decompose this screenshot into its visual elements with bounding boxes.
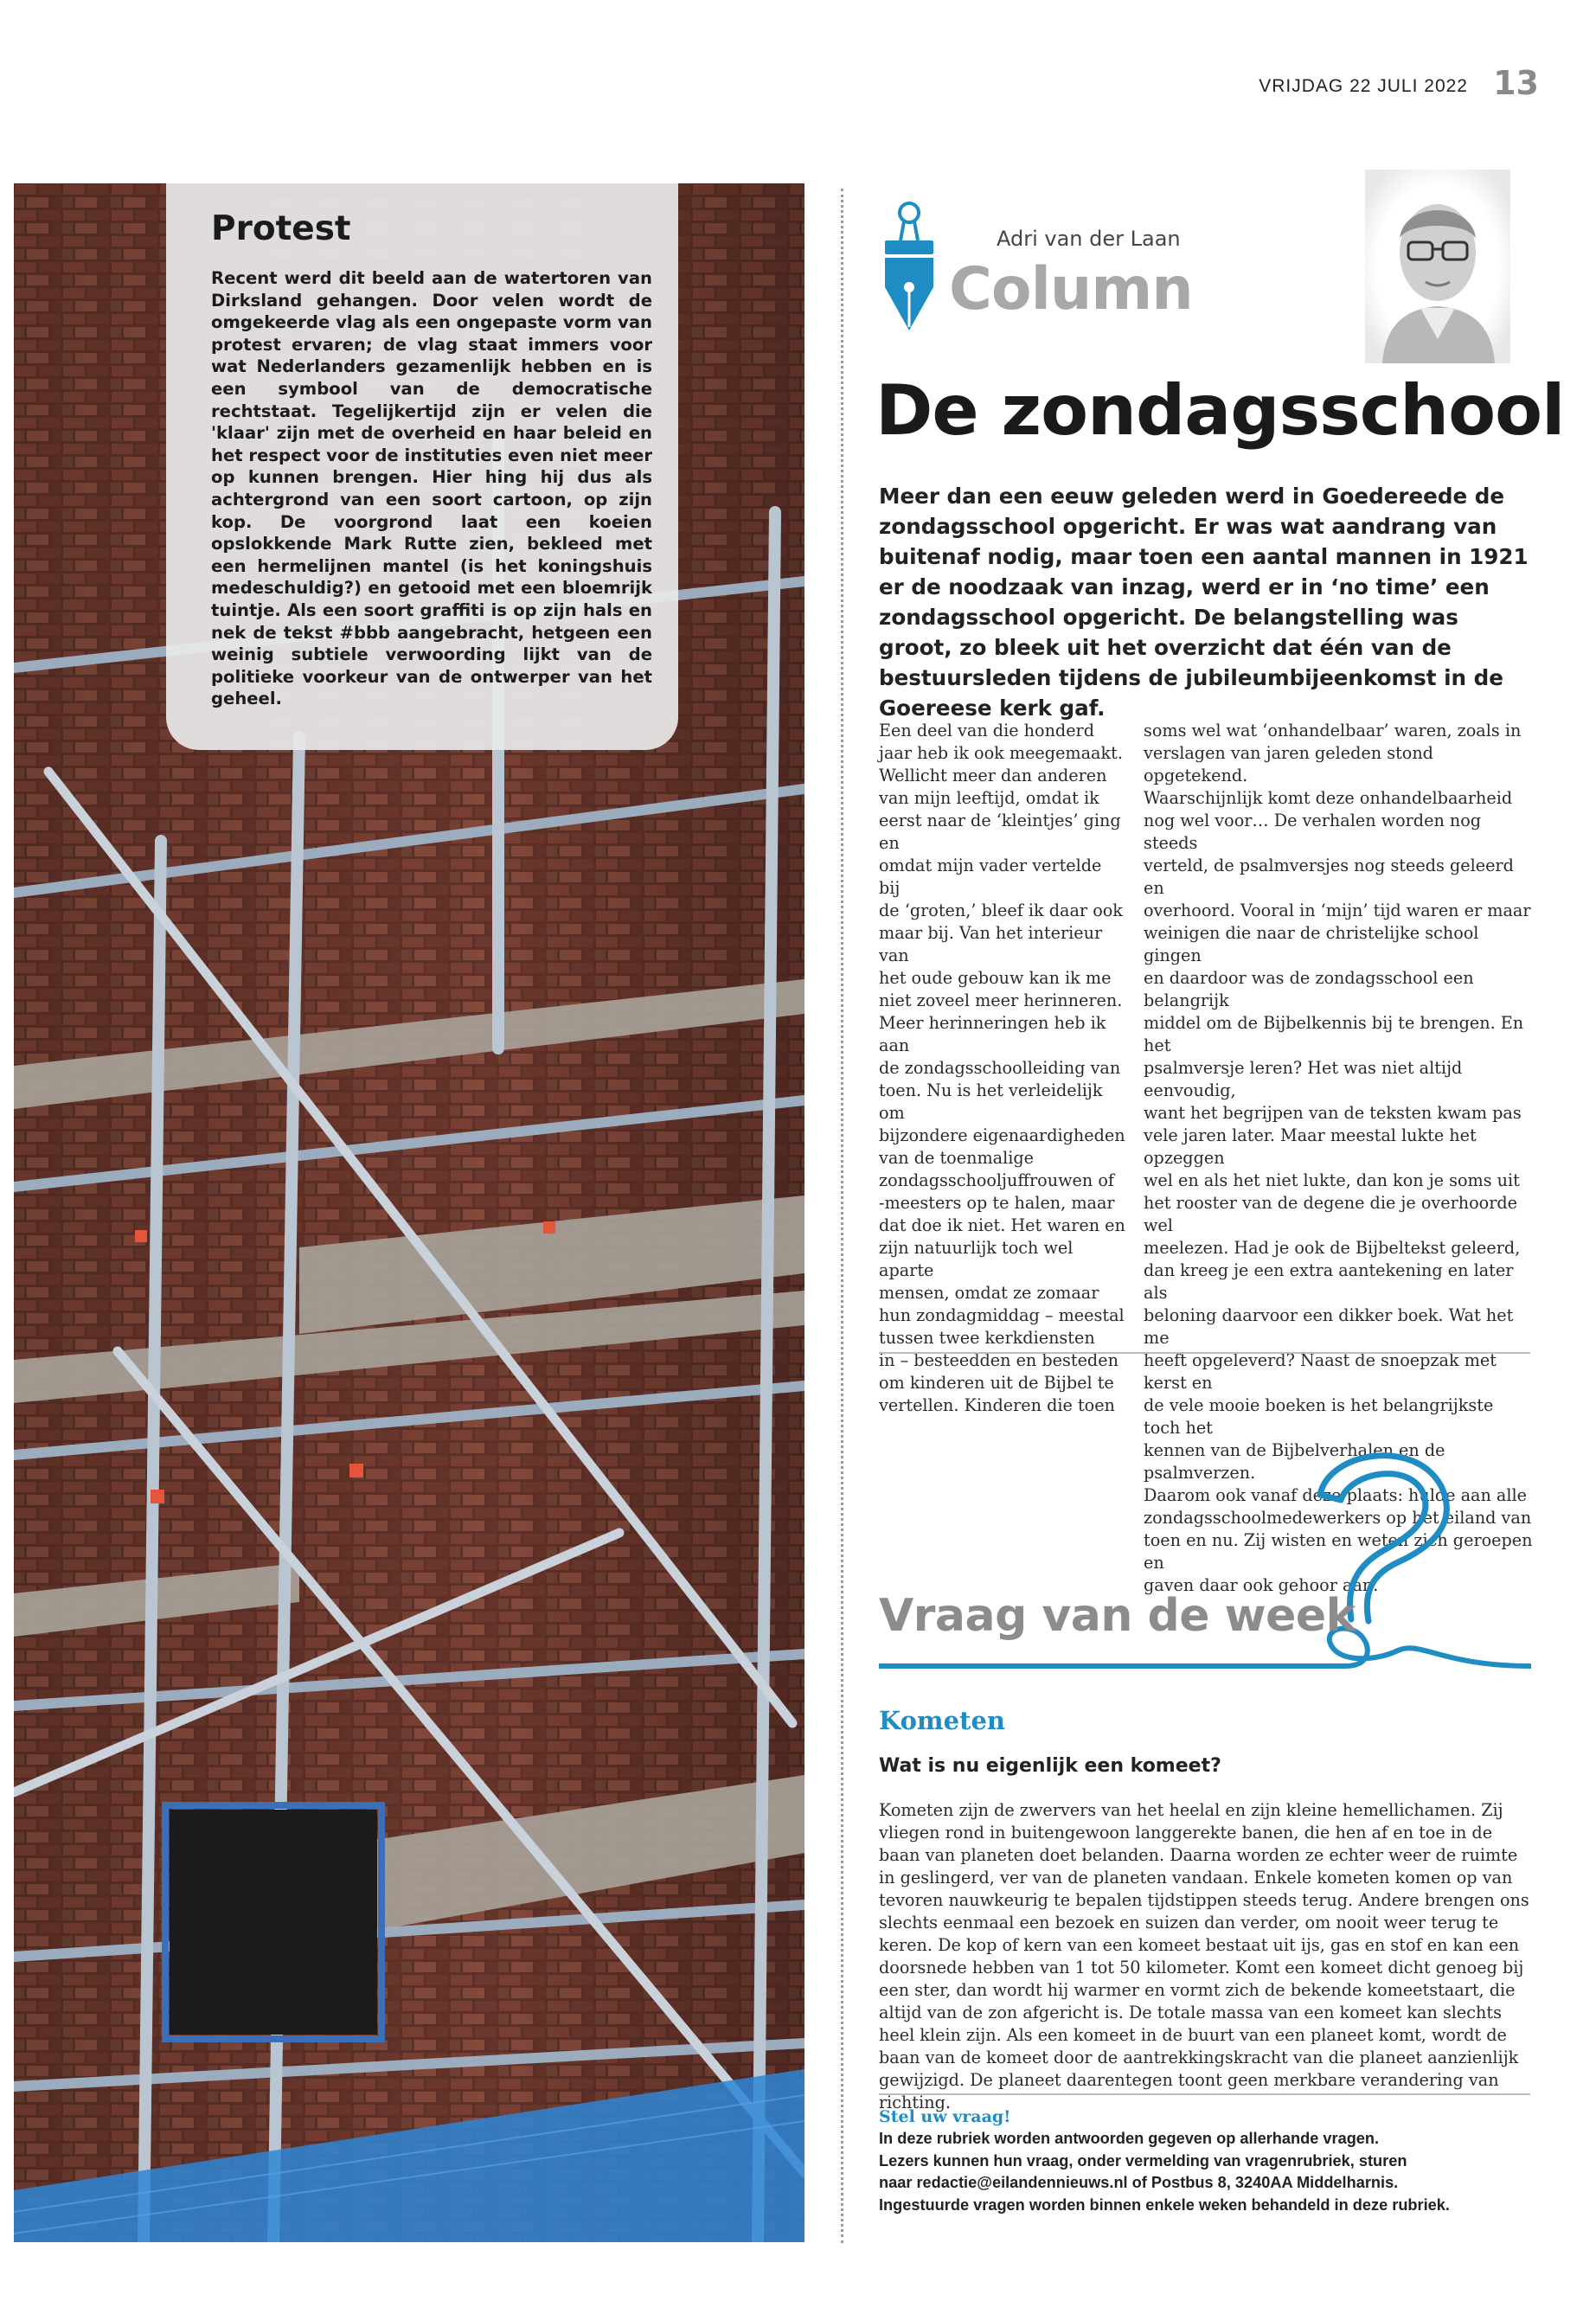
caption-title: Protest	[211, 209, 351, 248]
ask-title: Stel uw vraag!	[879, 2107, 1011, 2126]
section-title-vraag: Vraag van de week	[879, 1590, 1356, 1642]
article-lead: Meer dan een eeuw geleden werd in Goedereede de zondagsschool opgericht. Er was wat aandrang van buitenaf nodig, maar toen een aantal mannen in 1921 er de noodzaak van inzag, werd er in ‘no time’ een zondagsschool opgericht. De belangstelling was groot, zo bleek uit het overzicht dat één van de bestuursleden tijdens de jubileumbijeenkomst in de Goereese kerk gaf.	[879, 484, 1529, 721]
issue-date: VRIJDAG 22 JULI 2022	[1259, 76, 1468, 96]
fountain-pen-icon	[878, 201, 940, 337]
page-number: 13	[1493, 64, 1539, 102]
column-label: Column	[949, 255, 1193, 324]
ask-text: In deze rubriek worden antwoorden gegeven op allerhande vragen. Lezers kunnen hun vraag, onder vermelding van vragenrubriek, sturen naar redactie@eilandennieuws.nl of Postbus 8, 3240AA Middelharnis. Ingestuurde vragen worden binnen enkele weken behandeld in deze rubriek.	[879, 2130, 1450, 2214]
section-divider	[879, 1352, 1530, 1354]
photo-caption-box	[166, 183, 678, 750]
caption-text: Recent werd dit beeld aan de watertoren van Dirksland gehangen. Door velen wordt de omgekeerde vlag als een ongepaste vorm van protest ervaren; de vlag staat immers voor wat Nederlanders gezamenlijk hebben en is een symbool van de democratische rechtstaat. Tegelijkertijd zijn er velen die 'klaar' zijn met de overheid en haar beleid en het respect voor de instituties even niet meer op kunnen brengen. Hier hing hij dus als achtergrond van een soort cartoon, op zijn kop. De voorgrond laat een koeien opslokkende Mark Rutte zien, bekleed met een hermelijnen mantel (is het koningshuis medeschuldig?) en getooid met een bloemrijk tuintje. Als een soort graffiti is op zijn hals en nek de tekst #bbb aangebracht, hetgeen een weinig subtiele verwoording lijkt van de politieke voorkeur van de ontwerper van het geheel.	[211, 268, 652, 709]
article-headline: De zondagsschool	[875, 370, 1565, 451]
column-divider	[841, 189, 843, 2243]
ask-divider	[879, 2093, 1530, 2095]
question-text: Wat is nu eigenlijk een komeet?	[879, 1755, 1221, 1777]
author-portrait	[1365, 170, 1510, 363]
column-author: Adri van der Laan	[997, 227, 1181, 251]
article-body-column-2: soms wel wat ‘onhandelbaar’ waren, zoals in verslagen van jaren geleden stond opgetekend. Waarschijnlijk komt deze onhandelbaarheid nog wel voor… De verhalen worden nog steeds verteld, de psalmversjes nog steeds geleerd en overhoord. Vooral in ‘mijn’ tijd waren er maar weinigen die naar de christelijke school gingen en daardoor was de zondagsschool een belangrijk middel om de Bijbelkennis bij te brengen. En het psalmversje leren? Het was niet altijd eenvoudig, want het begrijpen van de teksten kwam pas vele jaren later. Maar meestal lukte het opzeggen wel en als het niet lukte, dan kon je soms uit het rooster van de degene die je overhoorde wel meelezen. Had je ook de Bijbeltekst geleerd, dan kreeg je een extra aantekening en later als beloning daarvoor een dikker boek. Wat het me heeft opgeleverd? Naast de snoepzak met kerst en de vele mooie boeken is het belangrijkste toch het kennen van de Bijbelverhalen en de psalmverzen. Daarom ook vanaf deze plaats: hulde aan alle zondagsschoolmedewerkers op het eiland van toen en nu. Zij wisten en weten zich geroepen en gaven daar ook gehoor aan.	[1144, 721, 1533, 1595]
question-topic: Kometen	[879, 1706, 1005, 1735]
article-body-column-1: Een deel van die honderd jaar heb ik ook meegemaakt. Wellicht meer dan anderen van mijn leeftijd, omdat ik eerst naar de ‘kleintjes’ ging en omdat mijn vader vertelde bij de ‘groten,’ bleef ik daar ook maar bij. Van het interieur van het oude gebouw kan ik me niet zoveel meer herinneren. Meer herinneringen heb ik aan de zondagsschoolleiding van toen. Nu is het verleidelijk om bijzondere eigenaardigheden van de toenmalige zondagsschooljuffrouwen of -meesters op te halen, maar dat doe ik niet. Het waren en zijn natuurlijk toch wel aparte mensen, omdat ze zomaar hun zondagmiddag – meestal tussen twee kerkdiensten in – besteedden en besteden om kinderen uit de Bijbel te vertellen. Kinderen die toen	[879, 721, 1125, 1415]
answer-text: Kometen zijn de zwervers van het heelal en zijn kleine hemellichamen. Zij vliegen rond in buitengewoon langgerekte banen, die hen af en toe in de baan van planeten doet belanden. Daarna worden ze echter weer de ruimte in geslingerd, ver van de planeten vandaan. Enkele kometen komen op van tevoren nauwkeurig te bepalen tijdstippen steeds terug. Andere brengen ons slechts eenmaal een bezoek en suizen dan verder, om nooit weer terug te keren. De kop of kern van een komeet bestaat uit ijs, gas en stof en kan een doorsnede hebben van 1 tot 50 kilometer. Komt een komeet dicht genoeg bij een ster, dan wordt hij warmer en vormt zich de bekende komeetstaart, die altijd van de zon afgericht is. De totale massa van een komeet kan slechts heel klein zijn. Als een komeet in de buurt van een planeet komt, wordt de baan van de komeet door de aantrekkingskracht van die planeet aanzienlijk gewijzigd. De planeet daarentegen toont geen merkbare verandering van richting.	[879, 1800, 1529, 2112]
